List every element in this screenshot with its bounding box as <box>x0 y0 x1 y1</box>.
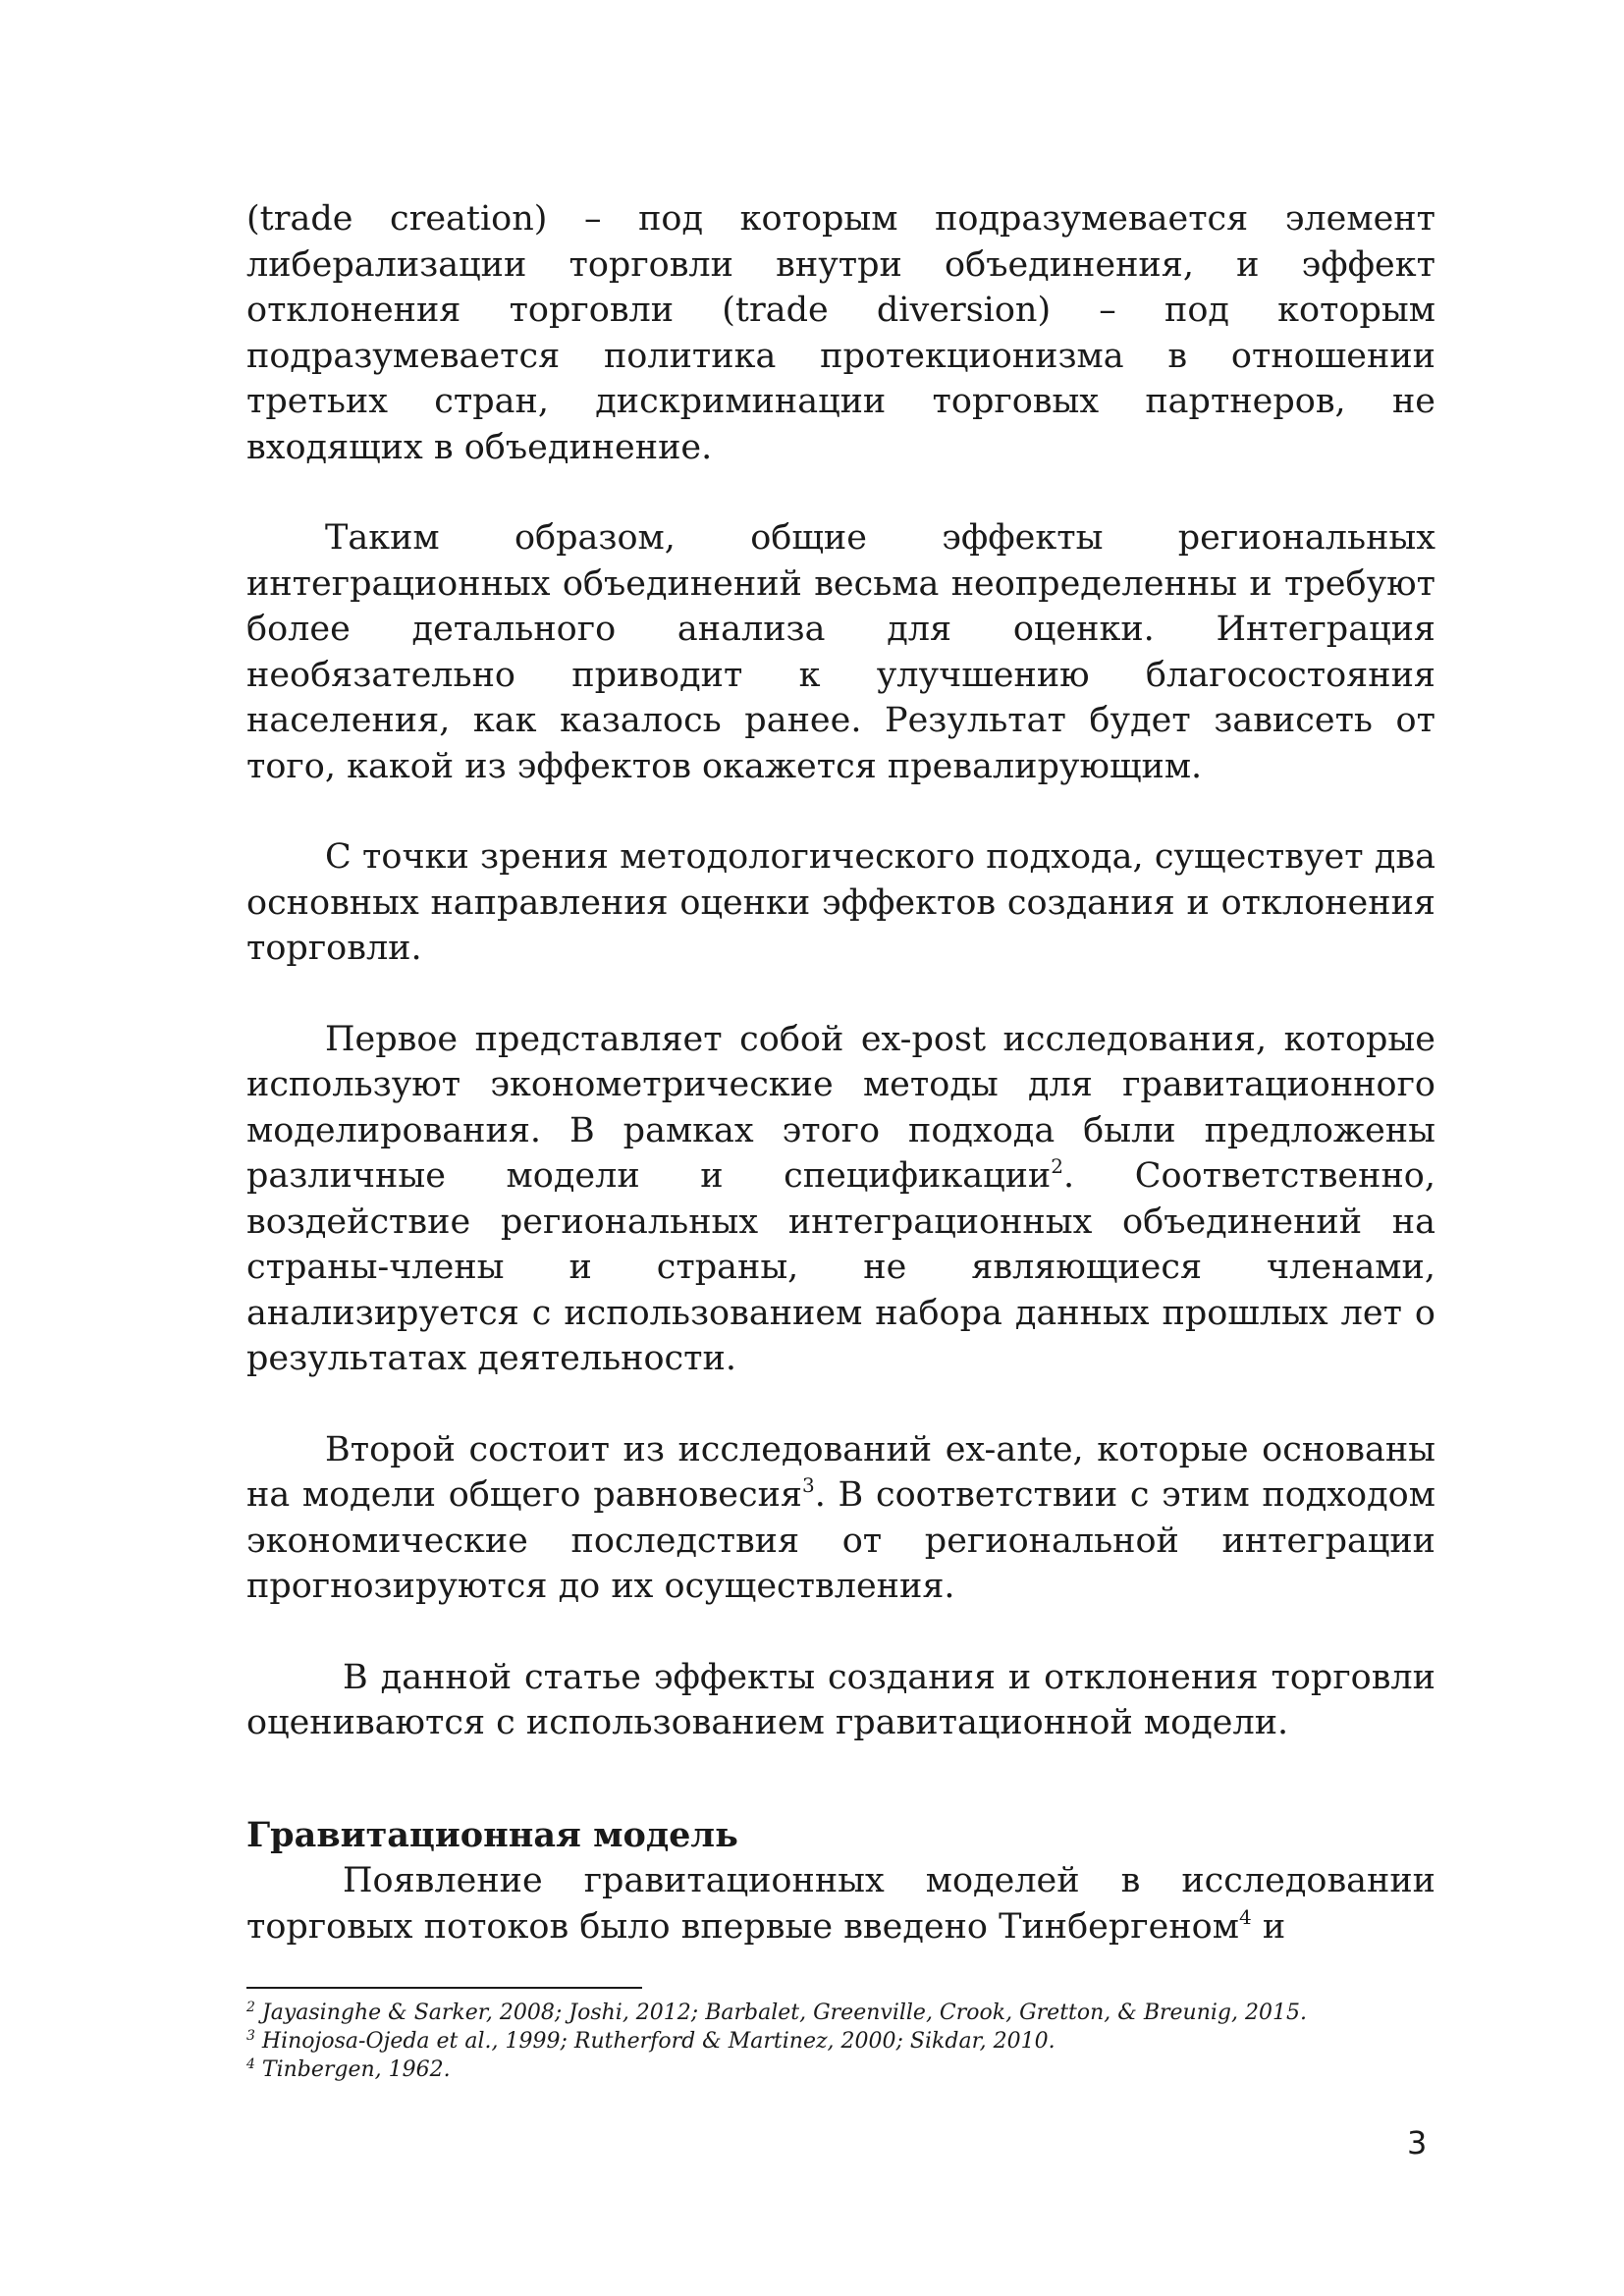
paragraph-ex-post-text-b: . Соответственно, воздействие региональных интеграционных объединений на страны-члены и страны, не являющиеся членами, анализируется с использованием набора данных прошлых лет о результатах деятельности. <box>246 1156 1435 1378</box>
paragraph-overall-effects: Таким образом, общие эффекты региональных интеграционных объединений весьма неопределенны и требуют более детального анализа для оценки. Интеграция необязательно приводит к улучшению благосостояния населения, как казалось ранее. Результат будет зависеть от того, какой из эффектов окажется превалирующим. <box>246 518 1435 786</box>
section-heading: Гравитационная модель <box>246 1814 738 1855</box>
footnote-ref-4[interactable]: 4 <box>1238 1904 1252 1929</box>
footnote-ref-2[interactable]: 2 <box>1051 1154 1063 1178</box>
footnotes <box>246 1999 1435 2084</box>
paragraph-ex-post <box>246 1017 1435 1382</box>
footnote-separator <box>246 1987 642 1989</box>
paragraph-ex-post-text-a: Первое представляет собой ex-post исследования, которые используют эконометрические методы для гравитационного моделирования. В рамках этого подхода были предложены различные модели и спецификации <box>246 1019 1435 1196</box>
footnote-text: Hinojosa-Ojeda et al., 1999; Rutherford & Martinez, 2000; Sikdar, 2010. <box>254 2029 1056 2054</box>
footnote-ref-3[interactable]: 3 <box>802 1473 815 1497</box>
footnote-mark: 2 <box>246 2000 255 2015</box>
paragraph-trade-effects: (trade creation) – под которым подразумевается элемент либерализации торговли внутри объединения, и эффект отклонения торговли (trade diversion) – под которым подразумевается политика протекционизма в отношении третьих стран, дискриминации торговых партнеров, не входящих в объединение. <box>246 199 1435 467</box>
footnote-4 <box>246 2056 1435 2084</box>
paragraph-ex-ante <box>246 1427 1435 1610</box>
footnote-2 <box>246 1999 1435 2027</box>
page-number: 3 <box>1407 2124 1428 2162</box>
footnote-3 <box>246 2027 1435 2056</box>
footnote-mark: 4 <box>246 2056 255 2072</box>
paragraph-gravity-intro <box>246 1858 1435 1949</box>
footnote-text: Jayasinghe & Sarker, 2008; Joshi, 2012; Barbalet, Greenville, Crook, Gretton, & Breunig, 2015. <box>254 2001 1307 2025</box>
paragraph-ex-ante-text-b: . В соответствии с этим подходом экономические последствия от региональной интеграции прогнозируются до их осуществления. <box>246 1475 1435 1606</box>
paragraph-gravity-intro-text-a: Появление гравитационных моделей в исследовании торговых потоков было впервые введено Тинбергеном <box>246 1861 1435 1947</box>
footnote-text: Tinbergen, 1962. <box>254 2057 451 2082</box>
paragraph-gravity-intro-text-b: и <box>1251 1906 1286 1947</box>
page-body <box>246 196 1435 1949</box>
footnote-mark: 3 <box>246 2028 255 2044</box>
paragraph-this-article: В данной статье эффекты создания и отклонения торговли оцениваются с использованием гравитационной модели. <box>246 1657 1435 1742</box>
paragraph-ex-ante-text-a: Второй состоит из исследований ex-ante, которые основаны на модели общего равновесия <box>246 1429 1435 1515</box>
paragraph-methodology: С точки зрения методологического подхода, существует два основных направления оценки эффектов создания и отклонения торговли. <box>246 837 1435 968</box>
